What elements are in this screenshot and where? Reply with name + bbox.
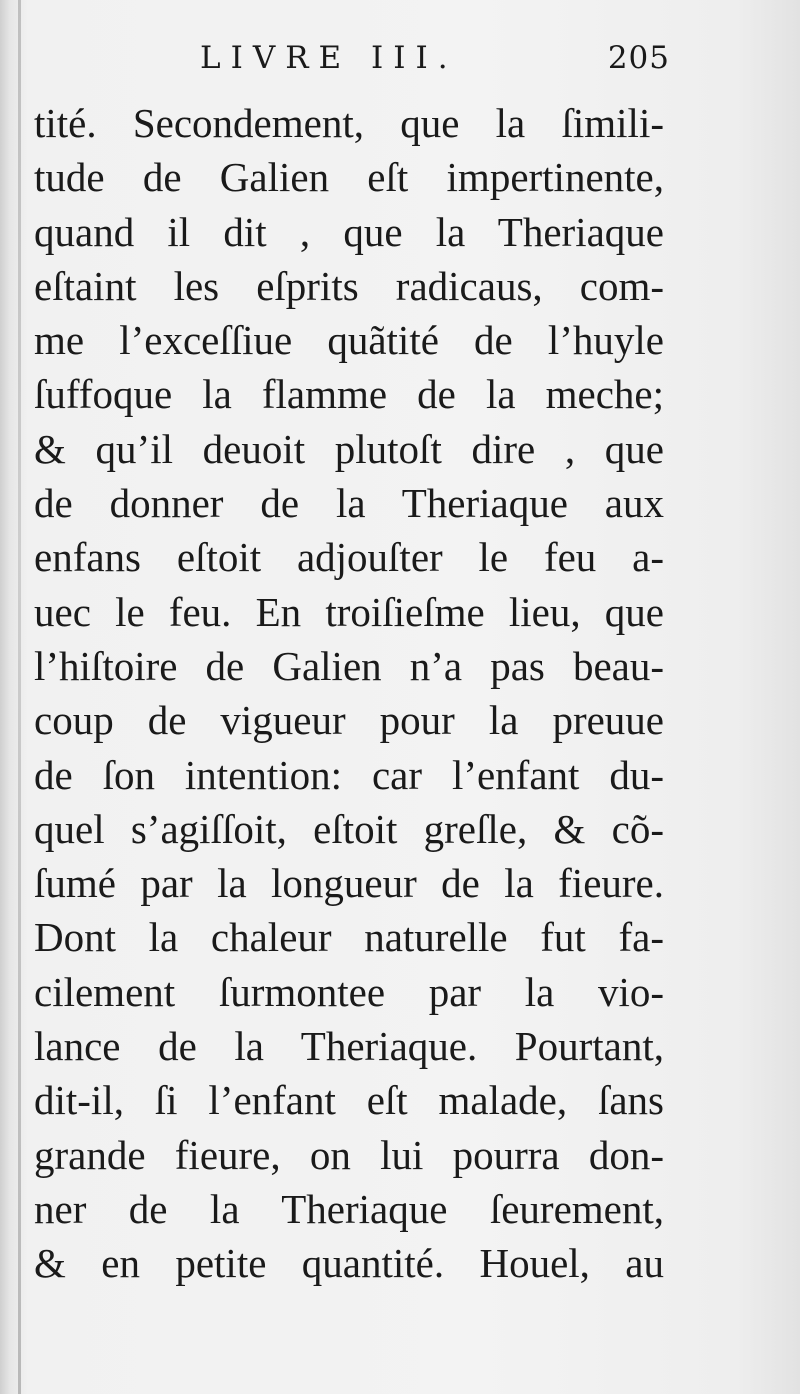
text-line: coup de vigueur pour la preuue	[34, 697, 664, 744]
text-line: de donner de la Theriaque aux	[34, 480, 664, 527]
binding-gutter	[18, 0, 21, 1394]
text-line: ſuffoque la flamme de la meche;	[34, 371, 664, 418]
text-line: grande fieure, on lui pourra don-	[34, 1131, 664, 1178]
text-line: Dont la chaleur naturelle fut fa-	[34, 914, 664, 961]
text-line: l’hiſtoire de Galien n’a pas beau-	[34, 642, 664, 689]
text-line: ſumé par la longueur de la fieure.	[34, 860, 664, 907]
text-line: uec le feu. En troiſieſme lieu, que	[34, 588, 664, 635]
running-head: LIVRE III.	[200, 40, 458, 76]
page-number: 205	[607, 40, 670, 76]
text-line: enfans eſtoit adjouſter le feu a-	[34, 534, 664, 581]
text-line: tité. Secondement, que la ſimili-	[34, 100, 664, 146]
text-line: quel s’agiſſoit, eſtoit greſle, & cõ-	[34, 805, 664, 852]
text-line: & qu’il deuoit plutoſt dire , que	[34, 425, 664, 472]
text-line: me l’exceſſiue quãtité de l’huyle	[34, 317, 664, 364]
text-line: eſtaint les eſprits radicaus, com-	[34, 262, 664, 309]
text-line: dit-il, ſi l’enfant eſt malade, ſans	[34, 1077, 664, 1124]
body-text	[34, 96, 664, 1291]
text-line: quand il dit , que la Theriaque	[34, 208, 664, 255]
text-line: lance de la Theriaque. Pourtant,	[34, 1023, 664, 1070]
text-line: de ſon intention: car l’enfant du-	[34, 751, 664, 798]
text-line: tude de Galien eſt impertinente,	[34, 154, 664, 201]
text-line: ner de la Theriaque ſeurement,	[34, 1185, 664, 1232]
text-line: cilement ſurmontee par la vio-	[34, 968, 664, 1015]
text-line: & en petite quantité. Houel, au	[34, 1240, 664, 1287]
